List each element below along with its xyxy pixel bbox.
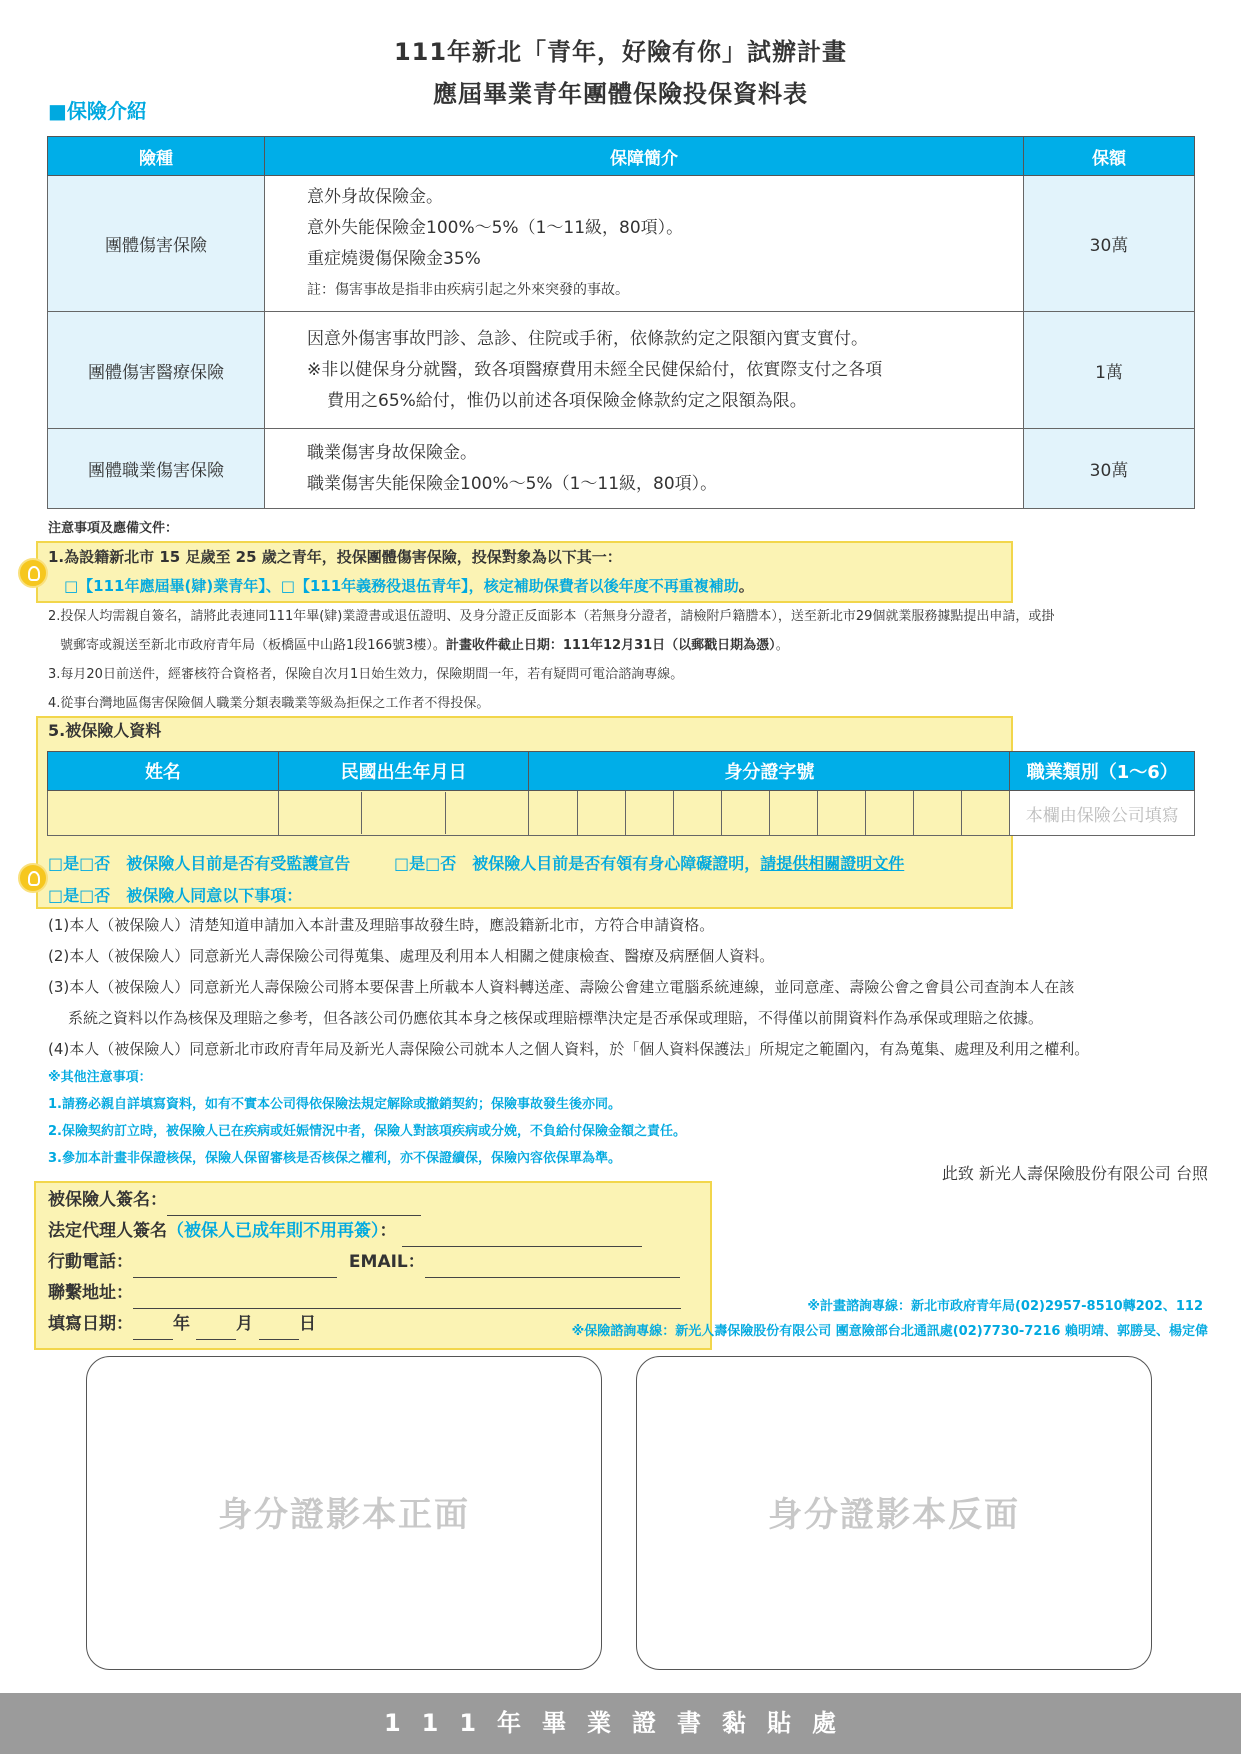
table-row (48, 312, 1195, 429)
id-digit-cell[interactable] (914, 791, 962, 836)
id-digit-cell[interactable] (818, 791, 866, 836)
year-label: 年 (173, 1314, 190, 1334)
consent-item: (4)本人（被保險人）同意新北市政府青年局及新光人壽保險公司就本人之個人資料，於「個人資料保護法」所規定之範圍內，有為蒐集、處理及利用之權利。 (48, 1040, 1090, 1058)
desc-line: 意外身故保險金。 (307, 186, 443, 207)
notes-heading: 注意事項及應備文件： (48, 521, 179, 536)
checkbox-consent[interactable]: □是□否 被保險人同意以下事項： (48, 886, 303, 905)
note-item-3: 3.每月20日前送件，經審核符合資格者，保險自次月1日始生效力，保險期間一年，若有疑問可電洽諮詢專線。 (48, 667, 684, 682)
birth-month-cell[interactable] (362, 792, 446, 834)
id-digit-cell[interactable] (721, 791, 769, 836)
guardian-note: （被保人已成年則不用再簽） (167, 1221, 380, 1241)
row-amount: 30萬 (1024, 176, 1195, 312)
title-line-2: 應屆畢業青年團體保險投保資料表 (433, 80, 808, 108)
signature-block (48, 1185, 698, 1340)
lightbulb-icon (18, 558, 48, 588)
consent-item: (1)本人（被保險人）清楚知道申請加入本計畫及理賠事故發生時，應設籍新北市，方符合申請資格。 (48, 916, 715, 934)
note-item-1-options (64, 574, 754, 599)
person-input-row (48, 791, 1195, 836)
row-kind: 團體傷害保險 (48, 176, 265, 312)
id-digit-cell[interactable] (866, 791, 914, 836)
consent-list (48, 910, 1208, 1065)
id-digit-cell[interactable] (577, 791, 625, 836)
insurance-table-header (48, 137, 1195, 176)
date-month-field[interactable] (196, 1321, 236, 1340)
id-digit-cell[interactable] (673, 791, 721, 836)
row-kind: 團體傷害醫療保險 (48, 312, 265, 429)
col-occupation: 職業類別（1〜6） (1010, 752, 1195, 791)
date-year-field[interactable] (133, 1321, 173, 1340)
insured-person-table (47, 751, 1195, 836)
other-note-item: 1.請務必親自詳填寫資料，如有不實本公司得依保險法規定解除或撤銷契約；保險事故發生後亦同。 (48, 1097, 621, 1112)
col-desc: 保障簡介 (265, 137, 1024, 176)
consent-item: 系統之資料以作為核保及理賠之參考，但各該公司仍應依其本身之核保或理賠標準決定是否承保或理賠，不得僅以前開資料作為承保或理賠之依據。 (68, 1009, 1044, 1027)
row-kind: 團體職業傷害保險 (48, 429, 265, 509)
punct: 。 (738, 577, 754, 595)
row-desc (265, 176, 1024, 312)
email-field[interactable] (425, 1259, 680, 1278)
id-digit-cell[interactable] (529, 791, 577, 836)
note-item-2-cont (60, 631, 789, 660)
id-back-box (636, 1356, 1152, 1670)
desc-line: ※非以健保身分就醫，致各項醫療費用未經全民健保給付，依實際支付之各項 (307, 359, 883, 380)
note-item-2: 2.投保人均需親自簽名，請將此表連同111年畢(肄)業證書或退伍證明、及身分證正反面影本（若無身分證者，請檢附戶籍謄本），送至新北市29個就業服務據點提出申請，或掛 (48, 609, 1055, 624)
insured-signature-field[interactable] (167, 1197, 421, 1216)
col-amount: 保額 (1024, 137, 1195, 176)
birth-day-cell[interactable] (446, 792, 529, 834)
id-front-box (86, 1356, 602, 1670)
guardian-signature-label: 法定代理人簽名 (48, 1221, 167, 1241)
phone-label: 行動電話： (48, 1252, 133, 1272)
id-digit-cell[interactable] (769, 791, 817, 836)
desc-line: 因意外傷害事故門診、急診、住院或手術，依條款約定之限額內實支實付。 (307, 328, 868, 349)
row-desc (265, 429, 1024, 509)
punct: ： (379, 1221, 397, 1241)
col-name: 姓名 (48, 752, 279, 791)
day-label: 日 (299, 1314, 316, 1334)
col-kind: 險種 (48, 137, 265, 176)
insured-signature-label: 被保險人簽名： (48, 1190, 167, 1210)
addressee: 此致 新光人壽保險股份有限公司 台照 (941, 1164, 1208, 1183)
date-label: 填寫日期： (48, 1314, 133, 1334)
row-amount: 1萬 (1024, 312, 1195, 429)
note-item-5: 5.被保險人資料 (48, 721, 162, 740)
desc-line: 費用之65%給付，惟仍以前述各項保險金條款約定之限額為限。 (327, 390, 807, 411)
insured-signature-row (48, 1185, 698, 1216)
subsidy-note: 核定補助保費者以後年度不再重複補助 (483, 577, 739, 595)
person-table-header (48, 752, 1195, 791)
guardian-signature-row (48, 1216, 698, 1247)
desc-line: 重症燒燙傷保險金35% (307, 248, 481, 269)
address-row (48, 1278, 698, 1309)
desc-note: 註：傷害事故是指非由疾病引起之外來突發的事故。 (307, 281, 629, 298)
date-day-field[interactable] (259, 1321, 299, 1340)
occupation-field: 本欄由保險公司填寫 (1010, 791, 1195, 836)
checkbox-disability[interactable] (394, 851, 904, 874)
lightbulb-icon (18, 863, 48, 893)
insurance-hotline: ※保險諮詢專線：新光人壽保險股份有限公司 團意險部台北通訊處(02)7730-7216 賴明靖、郭勝旻、楊定偉 (571, 1324, 1208, 1339)
desc-line: 意外失能保險金100%〜5%（1〜11級，80項）。 (307, 217, 684, 238)
insurance-intro-heading: ■保險介紹 (48, 99, 147, 123)
id-digit-cell[interactable] (625, 791, 673, 836)
row-desc (265, 312, 1024, 429)
deadline-text: 計畫收件截止日期：111年12月31日（以郵戳日期為憑） (445, 638, 776, 653)
other-note-item: 3.參加本計畫非保證核保，保險人保留審核是否核保之權利，亦不保證續保，保險內容依保單為準。 (48, 1151, 621, 1166)
address-label: 聯繫地址： (48, 1283, 133, 1303)
punct: 。 (775, 638, 789, 653)
name-field[interactable] (48, 791, 279, 836)
birth-year-cell[interactable] (279, 792, 363, 834)
title-line-1: 111年新北「青年，好險有你」試辦計畫 (393, 38, 848, 66)
row-amount: 30萬 (1024, 429, 1195, 509)
other-note-item: 2.保險契約訂立時，被保險人已在疾病或妊娠情況中者，保險人對該項疾病或分娩，不負給付保險金額之責任。 (48, 1124, 686, 1139)
id-front-label: 身分證影本正面 (218, 1495, 470, 1535)
note-item-2-text: 號郵寄或親送至新北市政府青年局（板橋區中山路1段166號3樓）。 (60, 638, 446, 653)
phone-email-row (48, 1247, 698, 1278)
id-digit-cell[interactable] (962, 791, 1010, 836)
year-options: □【111年應屆畢(肄)業青年】、□【111年義務役退伍青年】， (64, 577, 484, 595)
guardian-signature-field[interactable] (402, 1228, 642, 1247)
other-notes (48, 1064, 686, 1172)
note-item-1: 1.為設籍新北市 15 足歲至 25 歲之青年，投保團體傷害保險，投保對象為以下其一： (48, 548, 622, 566)
consent-item: (2)本人（被保險人）同意新光人壽保險公司得蒐集、處理及利用本人相關之健康檢查、醫療及病歷個人資料。 (48, 947, 775, 965)
table-row (48, 176, 1195, 312)
email-label: EMAIL： (348, 1252, 425, 1272)
desc-line: 職業傷害失能保險金100%〜5%（1〜11級，80項）。 (307, 473, 718, 494)
col-birthdate: 民國出生年月日 (278, 752, 529, 791)
table-row (48, 429, 1195, 509)
consent-item: (3)本人（被保險人）同意新光人壽保險公司將本要保書上所載本人資料轉送產、壽險公會建立電腦系統連線，並同意產、壽險公會之會員公司查詢本人在該 (48, 978, 1075, 996)
plan-hotline: ※計畫諮詢專線：新北市政府青年局(02)2957-8510轉202、112 (807, 1299, 1203, 1314)
note-item-4: 4.從事台灣地區傷害保險個人職業分類表職業等級為拒保之工作者不得投保。 (48, 696, 490, 711)
other-notes-heading: ※其他注意事項： (48, 1070, 152, 1085)
proof-document-link[interactable]: 請提供相關證明文件 (760, 854, 905, 873)
desc-line: 職業傷害身故保險金。 (307, 442, 477, 463)
address-field[interactable] (133, 1290, 681, 1309)
certificate-paste-area: 111年畢業證書黏貼處 (0, 1693, 1241, 1754)
col-id-number: 身分證字號 (529, 752, 1010, 791)
checkbox-disability-label: □是□否 被保險人目前是否有領有身心障礙證明， (394, 854, 761, 873)
id-back-label: 身分證影本反面 (768, 1495, 1020, 1535)
checkbox-guardianship[interactable]: □是□否 被保險人目前是否有受監護宣告 (48, 854, 351, 873)
insurance-table (47, 136, 1195, 509)
birthdate-field[interactable] (278, 791, 529, 836)
month-label: 月 (236, 1314, 253, 1334)
phone-field[interactable] (133, 1259, 337, 1278)
